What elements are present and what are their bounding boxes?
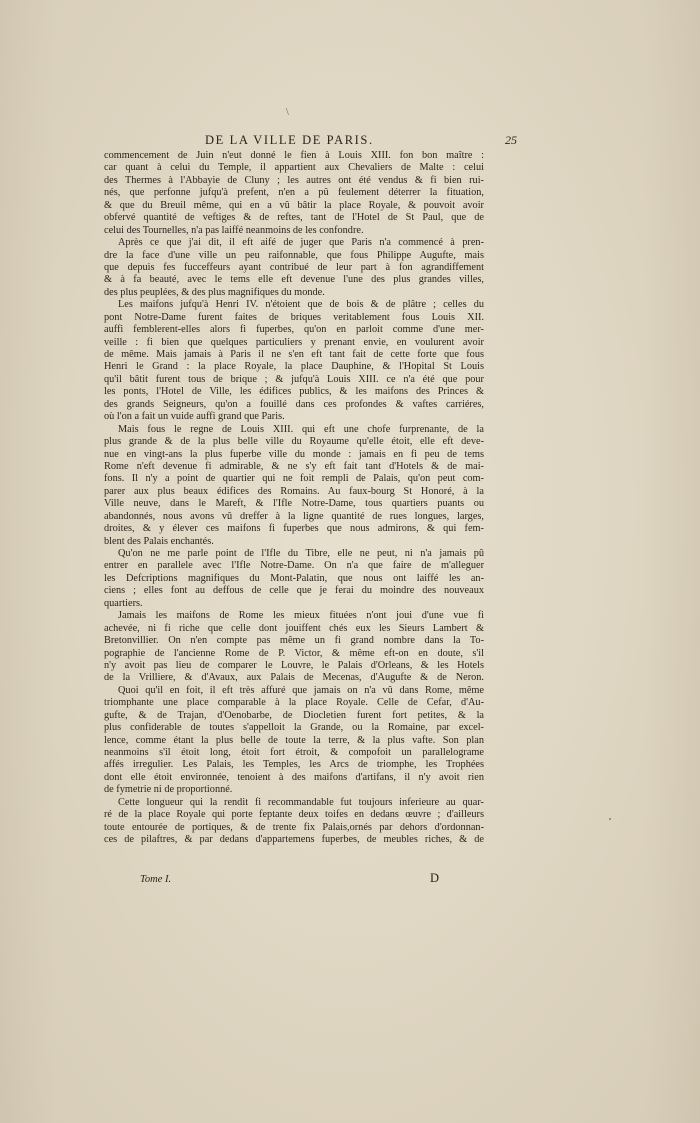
text-line: entrer en parallele avec l'Ifle Notre-Dame. On n'a que faire de m'alleguer bbox=[104, 560, 484, 572]
text-line: de même. Mais jamais à Paris il ne s'en eft tant fait de cette forte que fous bbox=[104, 349, 484, 360]
text-line: nue en vingt-ans la plus fuperbe ville du monde : jamais en fi peu de tems bbox=[104, 448, 484, 460]
text-line: ré de la place Royale qui porte feptante deux toifes en dedans œuvre ; d'ailleurs bbox=[104, 809, 484, 821]
text-line: veille : fi bien que quelques particuliers y prenant envie, en voulurent avoir bbox=[104, 336, 484, 348]
text-line: fons. Il n'y a point de quartier qui ne foit rempli de Palais, qu'on peut com- bbox=[104, 473, 484, 485]
text-line: ces de pilaftres, & par dedans d'appartemens fuperbes, de meubles riches, & de bbox=[104, 834, 484, 846]
text-line: nés, que perfonne jufqu'à prefent, n'en a pû feulement déterrer la fituation, bbox=[104, 187, 484, 199]
text-line: pont Notre-Dame furent faites de briques veritablement fous Louis XII. bbox=[104, 311, 484, 323]
text-line: toute entourée de portiques, & de trente fix Palais,ornés par dehors d'ordonnan- bbox=[104, 821, 484, 833]
running-header bbox=[205, 133, 517, 151]
text-line: Quoi qu'il en foit, il eft très affuré que jamais on n'a vû dans Rome, même bbox=[118, 684, 484, 696]
text-line: Rome n'eft devenue fi admirable, & ne s'y eft fait tant d'Hotels & de mai- bbox=[104, 460, 484, 472]
text-line: des grands Seigneurs, qu'on a fouillé dans ces profondes & vaftes carriéres, bbox=[104, 398, 484, 410]
text-line: de la Vrilliere, & d'Avaux, aux Palais de Mecenas, d'Augufte & de Neron. bbox=[104, 672, 484, 684]
text-line: dont elle étoit environnée, tenoient à des maifons d'artifans, il n'y avoit rien bbox=[104, 771, 484, 783]
text-line: Henri le Grand : la place Royale, la place Dauphine, & l'Hopital St Louis bbox=[104, 361, 484, 373]
text-line: Cette longueur qui la rendit fi recommandable fut toujours inferieure au quar- bbox=[118, 796, 484, 808]
volume-label: Tome I. bbox=[140, 874, 172, 885]
text-line: car quant à celui du Temple, il appartient aux Chevaliers de Malte : celui bbox=[104, 162, 484, 174]
text-line: celui des Tournelles, n'a pas laiffé neanmoins de les confondre. bbox=[104, 224, 364, 236]
text-line: les ponts, l'Hotel de Ville, les édifices publics, & les maifons des Princes & bbox=[104, 386, 484, 398]
running-title: DE LA VILLE DE PARIS. bbox=[205, 133, 374, 147]
paper-speck bbox=[609, 818, 611, 820]
body-text bbox=[104, 150, 484, 847]
text-line: qu'il bâtit furent tous de brique ; & jufqu'à Louis XIII. ce n'a été que pour bbox=[104, 373, 484, 385]
text-line: gufte, & de Trajan, d'Oenobarbe, de Diocletien furent fort petites, & la bbox=[104, 709, 484, 721]
text-line: dre la face d'une ville un peu raifonnable, que fous Philippe Augufte, mais bbox=[104, 249, 484, 261]
text-line: lence, comme étant la plus belle de toute la terre, & la plus vafte. Son plan bbox=[104, 734, 484, 746]
text-line: Qu'on ne me parle point de l'Ifle du Tibre, elle ne peut, ni n'a jamais pû bbox=[118, 548, 484, 559]
text-line: quartiers. bbox=[104, 597, 143, 609]
text-line: ciens ; elles font au deffous de celle que je ferai du moindre des nouveaux bbox=[104, 585, 484, 597]
text-line: Après ce que j'ai dit, il eft aifé de juger que Paris n'a commencé à pren- bbox=[118, 237, 484, 249]
text-line: de fymetrie ni de proportionné. bbox=[104, 784, 233, 796]
text-line: plus grande & de la plus belle ville du Royaume qu'elle étoit, elle eft deve- bbox=[104, 436, 484, 448]
text-line: & que du Breuil même, qui en a vû bâtir la place Royale, & pouvoit avoir bbox=[104, 199, 484, 211]
text-line: blent des Palais enchantés. bbox=[104, 535, 214, 547]
text-line: Ville neuve, dans le Mareft, & l'Ifle Notre-Dame, tous quartiers puants ou bbox=[104, 498, 484, 510]
text-line: que depuis fes fucceffeurs ayant contribué de leur part à fon agrandiffement bbox=[104, 261, 484, 273]
text-line: des Thermes à l'Abbayie de Cluny ; les autres ont été vendus & fi bien rui- bbox=[104, 174, 484, 186]
text-line: des plus peuplées, & des plus magnifiques du monde. bbox=[104, 286, 325, 298]
text-line: parer aux plus beaux édifices des Romains. Au faux-bourg St Honoré, à la bbox=[104, 485, 484, 497]
text-line: droites, & y élever ces maifons fi fuperbes que nous admirons, & qui fem- bbox=[104, 523, 484, 535]
text-line: triomphante une place comparable à la place Royale. Celle de Cefar, d'Au- bbox=[104, 697, 484, 709]
text-line: Les maifons jufqu'à Henri IV. n'étoient que de bois & de plâtre ; celles du bbox=[118, 299, 484, 311]
text-line: plus confiderable de toutes s'appelloit la Grande, ou la Romaine, par excel- bbox=[104, 722, 484, 734]
tick-mark: \ bbox=[286, 107, 289, 118]
text-line: pographie de l'ancienne Rome de P. Victor, & même eft-on en doute, s'il bbox=[104, 647, 484, 659]
text-line: & à fa beauté, avec le tems elle eft devenue l'une des plus grandes villes, bbox=[104, 274, 484, 286]
text-line: commencement de Juin n'eut donné le fien à Louis XIII. fon bon maître : bbox=[104, 150, 484, 161]
text-line: Mais fous le regne de Louis XIII. qui eft une chofe furprenante, de la bbox=[118, 423, 484, 435]
text-line: abandonnés, nous avons vû dreffer à la ligne quantité de rues longues, larges, bbox=[104, 510, 484, 522]
text-line: où l'on a fait un vuide auffi grand que Paris. bbox=[104, 411, 285, 423]
text-line: n'y avoit pas lieu de comparer le Louvre, le Palais d'Orleans, & les Hotels bbox=[104, 659, 484, 671]
text-line: obfervé quantité de veftiges & de reftes, tant de l'Hotel de St Paul, que de bbox=[104, 212, 484, 224]
text-line: Jamais les maifons de Rome les mieux fituées n'ont joui d'une vue fi bbox=[118, 610, 484, 622]
page-footer bbox=[140, 871, 460, 890]
page-number: 25 bbox=[505, 133, 517, 147]
signature-mark: D bbox=[430, 871, 440, 885]
text-line: achevée, ni fi riche que celle dont jouiffent chés eux les Sieurs Lambert & bbox=[104, 622, 484, 634]
text-line: les Defcriptions magnifiques du Mont-Palatin, que nous ont laiffé les an- bbox=[104, 572, 484, 584]
text-line: neanmoins s'il étoit long, étoit fort étroit, & compofoit un parallelograme bbox=[104, 747, 484, 758]
text-line: Bretonvillier. On n'en compte pas même un fi grand nombre dans la To- bbox=[104, 635, 484, 647]
text-line: affés irregulier. Les Palais, les Temples, les Arcs de triomphe, les Trophées bbox=[104, 759, 484, 771]
text-line: auffi femblerent-elles alors fi fuperbes, qu'on en parloit comme d'une mer- bbox=[104, 324, 484, 336]
